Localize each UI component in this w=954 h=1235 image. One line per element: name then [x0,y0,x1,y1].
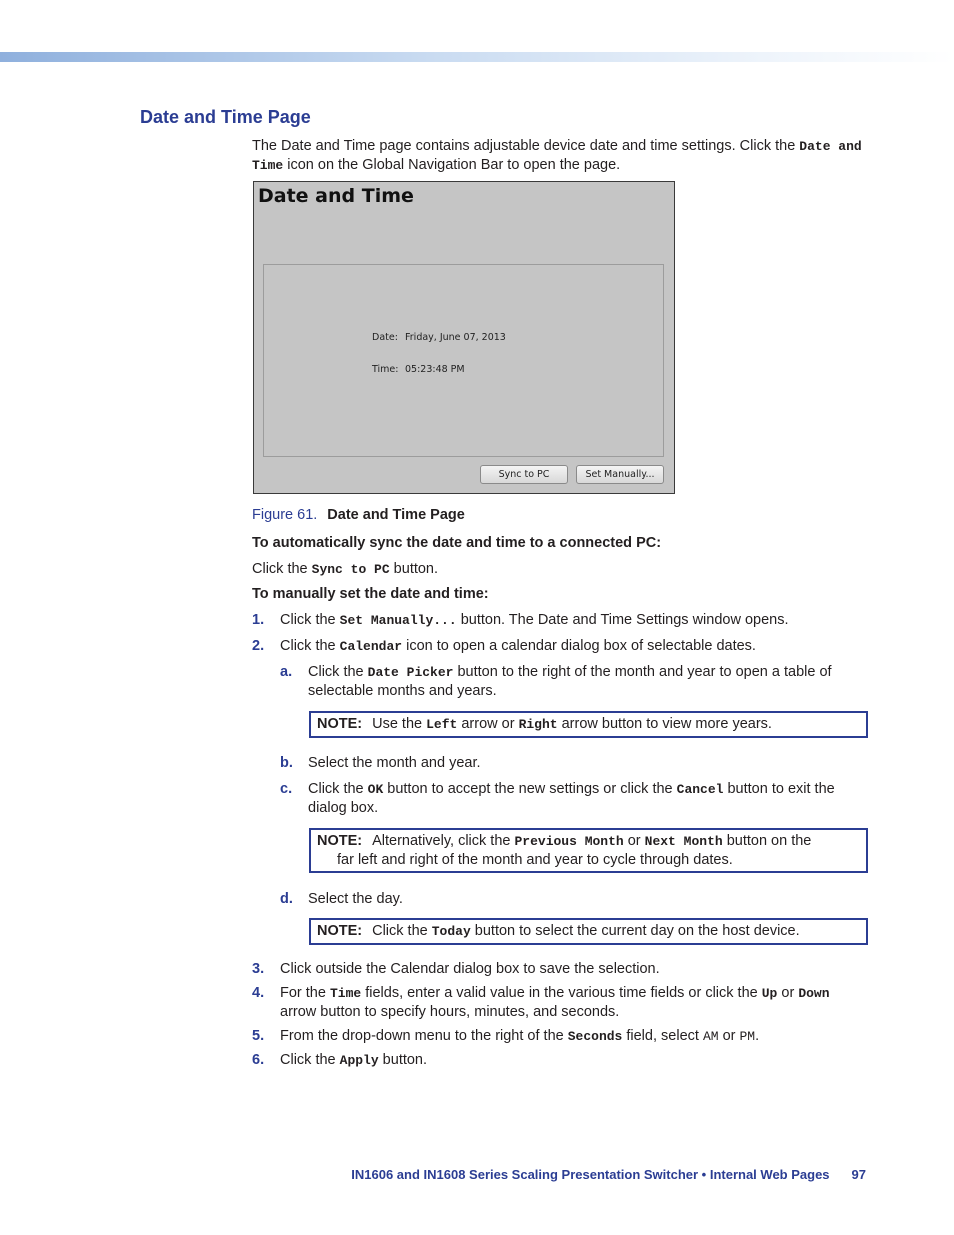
auto-sync-heading: To automatically sync the date and time to a connected PC: [252,535,662,551]
time-value: 05:23:48 PM [405,364,465,375]
step-2c: c. Click the OK button to accept the new settings or click the Cancel button to exit the dialog box. [280,781,835,816]
sync-to-pc-button[interactable]: Sync to PC [480,465,568,484]
header-gradient-bar [0,52,954,62]
note-left-right: NOTE: Use the Left arrow or Right arrow button to view more years. [309,711,868,738]
date-value: Friday, June 07, 2013 [405,332,506,343]
intro-paragraph: The Date and Time page contains adjustable device date and time settings. Click the Date and Time icon on the Global Navigation Bar to open the page. [252,138,862,173]
figure-caption: Figure 61. Date and Time Page [252,507,465,523]
page-number: 97 [851,1167,866,1182]
date-label: Date: [372,332,398,343]
footer-title: IN1606 and IN1608 Series Scaling Presentation Switcher • Internal Web Pages [351,1167,830,1182]
set-manually-button[interactable]: Set Manually... [576,465,664,484]
date-time-panel [263,264,664,457]
note-today: NOTE: Click the Today button to select the current day on the host device. [309,918,868,945]
manual-heading: To manually set the date and time: [252,586,489,602]
step-2a: a. Click the Date Picker button to the right of the month and year to open a table of selectable months and years. [280,664,832,699]
step-4: 4. For the Time fields, enter a valid value in the various time fields or click the Up or Down arrow button to specify hours, minutes, and seconds. [252,985,830,1020]
note-previous-next-month: NOTE: Alternatively, click the Previous Month or Next Month button on the far left and right of the month and year to cycle through dates. [309,828,868,873]
page-footer [351,1167,866,1182]
screenshot-title: Date and Time [258,185,414,207]
date-time-screenshot [253,181,675,494]
time-label: Time: [372,364,399,375]
section-title: Date and Time Page [140,107,311,127]
auto-sync-text: Click the Sync to PC button. [252,561,439,577]
